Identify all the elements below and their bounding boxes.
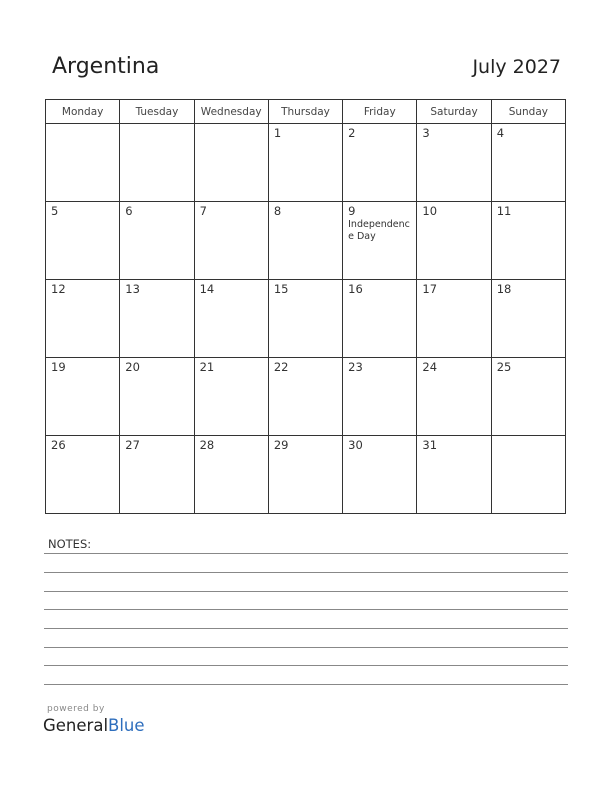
calendar-week-row bbox=[46, 202, 566, 280]
note-line bbox=[44, 553, 568, 554]
brand-general-text: General bbox=[43, 716, 109, 735]
calendar-day-cell bbox=[46, 202, 120, 280]
calendar-day-cell bbox=[491, 436, 565, 514]
day-number: 1 bbox=[273, 126, 282, 140]
note-line bbox=[44, 647, 568, 648]
note-line bbox=[44, 609, 568, 610]
calendar-day-cell bbox=[343, 124, 417, 202]
calendar-day-cell bbox=[120, 436, 194, 514]
calendar-country-title: Argentina bbox=[52, 54, 160, 79]
day-number: 15 bbox=[273, 282, 289, 296]
calendar-day-cell bbox=[417, 202, 491, 280]
day-number: 21 bbox=[199, 360, 215, 374]
day-number: 24 bbox=[422, 360, 438, 374]
day-number: 14 bbox=[199, 282, 215, 296]
day-number: 30 bbox=[348, 438, 363, 452]
day-number: 4 bbox=[496, 126, 505, 140]
notes-label: NOTES: bbox=[48, 537, 92, 551]
calendar-day-cell bbox=[491, 358, 565, 436]
calendar-day-cell bbox=[343, 358, 417, 436]
powered-by-label: powered by bbox=[47, 704, 105, 714]
calendar-week-row bbox=[46, 358, 566, 436]
calendar-day-cell bbox=[268, 358, 342, 436]
day-number: 22 bbox=[273, 360, 289, 374]
day-number: 9 bbox=[348, 204, 356, 218]
calendar-grid bbox=[45, 99, 566, 514]
day-number: 17 bbox=[422, 282, 438, 296]
calendar-day-cell bbox=[417, 124, 491, 202]
calendar-day-cell bbox=[417, 358, 491, 436]
day-number: 8 bbox=[273, 204, 282, 218]
calendar-day-cell bbox=[268, 280, 342, 358]
day-number: 2 bbox=[348, 126, 356, 140]
calendar-day-cell bbox=[46, 280, 120, 358]
generalblue-logo bbox=[43, 716, 145, 735]
day-number: 11 bbox=[496, 204, 512, 218]
calendar-week-row bbox=[46, 436, 566, 514]
note-line bbox=[44, 665, 568, 666]
note-line bbox=[44, 628, 568, 629]
calendar-day-cell bbox=[46, 124, 120, 202]
calendar-day-cell bbox=[491, 124, 565, 202]
calendar-day-cell bbox=[120, 202, 194, 280]
day-number: 31 bbox=[422, 438, 438, 452]
calendar-day-cell bbox=[343, 436, 417, 514]
day-number: 13 bbox=[125, 282, 140, 296]
note-line bbox=[44, 591, 568, 592]
brand-blue-text: Blue bbox=[108, 716, 145, 735]
note-line bbox=[44, 572, 568, 573]
calendar-day-cell bbox=[268, 202, 342, 280]
day-number bbox=[492, 436, 565, 439]
calendar-day-cell bbox=[343, 202, 417, 280]
calendar-day-cell bbox=[120, 280, 194, 358]
calendar-day-cell bbox=[417, 436, 491, 514]
weekday-header: Saturday bbox=[417, 100, 491, 124]
calendar-day-cell bbox=[343, 280, 417, 358]
weekday-header: Wednesday bbox=[194, 100, 268, 124]
day-number bbox=[46, 124, 119, 127]
day-number: 25 bbox=[496, 360, 512, 374]
weekday-header: Sunday bbox=[491, 100, 565, 124]
day-number: 12 bbox=[51, 282, 66, 296]
day-number: 28 bbox=[199, 438, 215, 452]
note-line bbox=[44, 684, 568, 685]
day-number: 23 bbox=[348, 360, 363, 374]
day-number: 27 bbox=[125, 438, 140, 452]
day-number: 19 bbox=[51, 360, 66, 374]
day-number: 6 bbox=[125, 204, 133, 218]
calendar-day-cell bbox=[491, 202, 565, 280]
day-number bbox=[195, 124, 268, 127]
day-number: 10 bbox=[422, 204, 438, 218]
weekday-header-row bbox=[46, 100, 566, 124]
day-number: 20 bbox=[125, 360, 140, 374]
weekday-header: Friday bbox=[343, 100, 417, 124]
calendar-day-cell bbox=[194, 280, 268, 358]
calendar-day-cell bbox=[194, 124, 268, 202]
calendar-day-cell bbox=[46, 358, 120, 436]
day-number: 29 bbox=[273, 438, 289, 452]
calendar-day-cell bbox=[268, 436, 342, 514]
day-number bbox=[120, 124, 193, 127]
calendar-day-cell bbox=[120, 358, 194, 436]
weekday-header: Tuesday bbox=[120, 100, 194, 124]
calendar-day-cell bbox=[491, 280, 565, 358]
day-number: 16 bbox=[348, 282, 363, 296]
calendar-day-cell bbox=[194, 436, 268, 514]
day-number: 26 bbox=[51, 438, 66, 452]
calendar-week-row bbox=[46, 124, 566, 202]
weekday-header: Thursday bbox=[268, 100, 342, 124]
day-number: 5 bbox=[51, 204, 59, 218]
calendar-day-cell bbox=[268, 124, 342, 202]
holiday-label: Independence Day bbox=[348, 219, 410, 242]
day-number: 7 bbox=[199, 204, 207, 218]
day-number: 18 bbox=[496, 282, 512, 296]
calendar-month-title: July 2027 bbox=[472, 56, 561, 78]
calendar-day-cell bbox=[194, 202, 268, 280]
weekday-header: Monday bbox=[46, 100, 120, 124]
calendar-day-cell bbox=[46, 436, 120, 514]
day-number: 3 bbox=[422, 126, 430, 140]
calendar-day-cell bbox=[194, 358, 268, 436]
calendar-week-row bbox=[46, 280, 566, 358]
calendar-day-cell bbox=[120, 124, 194, 202]
calendar-day-cell bbox=[417, 280, 491, 358]
